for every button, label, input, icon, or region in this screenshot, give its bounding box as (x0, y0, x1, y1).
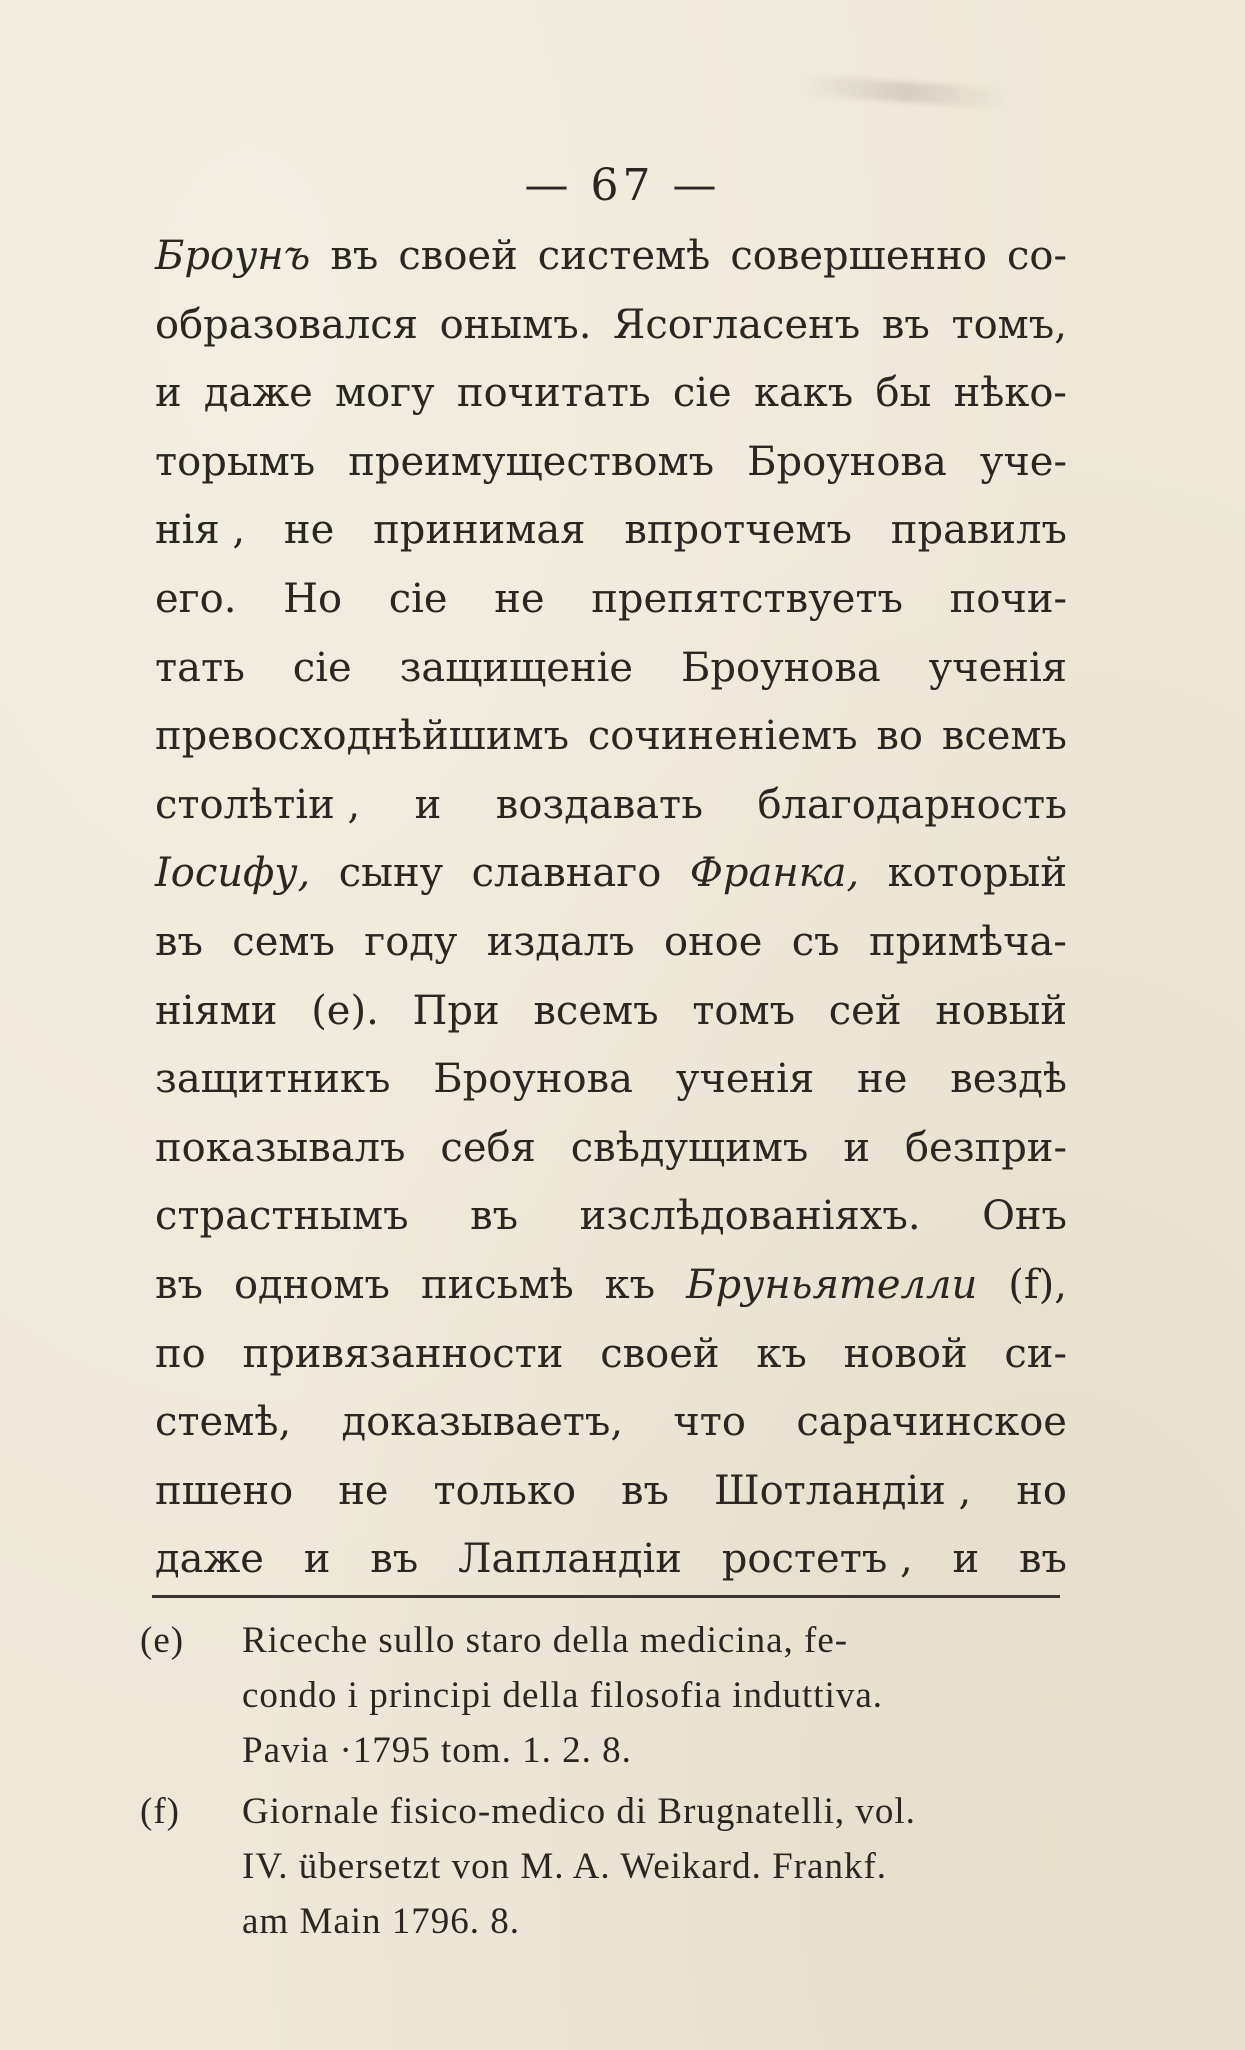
body-word: доказываетъ, (341, 1399, 624, 1446)
body-word: письмѣ (420, 1261, 574, 1308)
body-line (155, 977, 1067, 1046)
body-word: всемъ (533, 987, 659, 1034)
body-word: Лапландіи (458, 1536, 682, 1583)
body-word: въ (1019, 1536, 1067, 1583)
body-word: сарачинское (796, 1399, 1067, 1446)
body-word: почи- (949, 575, 1067, 622)
body-word: и (155, 370, 182, 417)
body-word: сей (828, 987, 902, 1034)
body-word: защитникъ (155, 1056, 391, 1103)
footnote-text: condo i principi della filosofia induttiva. (242, 1675, 884, 1716)
body-word: совершенно (730, 233, 987, 279)
footnote-text: Pavia ·1795 tom. 1. 2. 8. (242, 1730, 632, 1771)
body-word: образовался (155, 301, 418, 348)
body-word: преимуществомъ (348, 438, 715, 485)
body-word: себя (440, 1124, 536, 1171)
body-line (155, 1114, 1067, 1183)
body-word: въ (370, 1536, 419, 1583)
body-word: къ (604, 1261, 656, 1308)
body-word: и (843, 1124, 871, 1171)
body-line (155, 1251, 1067, 1320)
body-word: столѣтіи , (155, 781, 361, 828)
body-word: правилъ (890, 507, 1067, 554)
body-word: въ (470, 1193, 519, 1240)
body-line (155, 428, 1067, 497)
body-word: страстнымъ (155, 1193, 409, 1240)
body-word: не (283, 507, 335, 554)
body-word: (е). (311, 987, 379, 1034)
body-word: ученія (928, 644, 1067, 691)
body-word: примѣча- (868, 918, 1067, 965)
body-word: не (857, 1056, 908, 1103)
body-word: ростетъ , (721, 1536, 913, 1583)
body-word: томъ, (951, 301, 1067, 348)
body-word: нія , (155, 507, 246, 554)
body-word: своей (600, 1330, 720, 1377)
body-word: по (155, 1330, 206, 1377)
footnote-line (140, 1668, 1065, 1723)
footnote-text: am Main 1796. 8. (242, 1901, 521, 1942)
body-word: системѣ (537, 233, 711, 279)
body-word: При (412, 987, 500, 1034)
body-word: благодарность (757, 781, 1067, 828)
body-word: въ (881, 301, 930, 348)
body-word: въ (330, 233, 379, 279)
body-word: Бруньятелли (686, 1261, 978, 1308)
body-word: воздавать (495, 781, 703, 828)
footnote-marker: (f) (140, 1791, 180, 1832)
ink-smudge (800, 75, 1011, 110)
body-line (155, 1457, 1067, 1526)
body-word: ученія (675, 1056, 815, 1103)
body-word: который (887, 850, 1067, 897)
footnote-line (140, 1894, 1065, 1949)
body-word: только (433, 1467, 577, 1514)
body-line (155, 1182, 1067, 1251)
footnote-separator (152, 1595, 1060, 1598)
footnote-marker: (e) (140, 1620, 185, 1661)
body-word: всемъ (941, 713, 1067, 760)
body-word: нѣко- (953, 370, 1067, 417)
body-word: томъ (692, 987, 796, 1034)
body-word: въ (155, 918, 203, 965)
body-word: Броунова (680, 644, 881, 691)
body-word: показывалъ (155, 1124, 406, 1171)
body-word: сіе (388, 575, 448, 622)
body-word: и (952, 1536, 980, 1583)
body-word: что (673, 1399, 747, 1446)
footnote-line (140, 1723, 1065, 1778)
body-word: сіе (672, 370, 732, 417)
body-word: Броунъ (155, 233, 311, 279)
body-word: ніями (155, 987, 278, 1034)
body-word: Но (283, 575, 343, 622)
body-word: изслѣдованіяхъ. (579, 1193, 921, 1240)
body-word: впротчемъ (624, 507, 852, 554)
body-word: сочиненіемъ (587, 713, 858, 760)
body-line (155, 839, 1067, 908)
body-word: Онъ (982, 1193, 1067, 1240)
footnotes (140, 1613, 1065, 1949)
body-word: сіе (292, 644, 352, 691)
body-word: во (876, 713, 923, 760)
body-line (155, 634, 1067, 703)
body-word: въ (155, 1261, 203, 1308)
body-word: въ (621, 1467, 669, 1514)
footnote-line (140, 1613, 1065, 1668)
body-line (155, 565, 1067, 634)
body-word: Іосифу, (155, 850, 311, 897)
body-word: и (303, 1536, 331, 1583)
body-word: торымъ (155, 438, 316, 485)
body-word: даже (155, 1536, 264, 1583)
body-word: не (338, 1467, 389, 1514)
body-line (155, 1525, 1067, 1594)
body-word: могу (335, 370, 435, 417)
body-line (155, 1045, 1067, 1114)
body-word: уче- (979, 438, 1067, 485)
body-word: славнаго (471, 850, 662, 897)
body-word: безпри- (904, 1124, 1067, 1171)
body-word: сыну (338, 850, 444, 897)
page-number: — 67 — (524, 160, 721, 211)
body-word: защищеніе (399, 644, 634, 691)
body-line (155, 291, 1067, 360)
body-word: бы (875, 370, 932, 417)
body-word: препятствуетъ (591, 575, 903, 622)
body-word: одномъ (233, 1261, 390, 1308)
body-word: Броунова (747, 438, 947, 485)
body-word: си- (1004, 1330, 1067, 1377)
footnote-text: IV. übersetzt von M. A. Weikard. Frankf. (242, 1846, 888, 1887)
body-word: и (414, 781, 442, 828)
body-word: почитать (456, 370, 651, 417)
body-word: новой (843, 1330, 968, 1377)
footnote-line (140, 1784, 1065, 1839)
body-word: Франка, (689, 850, 860, 897)
body-word: издалъ (486, 918, 635, 965)
body-word: не (494, 575, 545, 622)
body-word: привязанности (242, 1330, 564, 1377)
body-word: превосходнѣйшимъ (155, 713, 570, 760)
footnote-line (140, 1839, 1065, 1894)
body-word: оное (663, 918, 763, 965)
body-word: онымъ. (439, 301, 592, 348)
body-word: новый (935, 987, 1067, 1034)
body-word: свѣдущимъ (570, 1124, 809, 1171)
body-word: Ясогласенъ (613, 301, 861, 348)
body-word: Броунова (433, 1056, 633, 1103)
body-word: тать (155, 644, 245, 691)
body-word: (f), (1008, 1261, 1067, 1308)
body-word: семъ (232, 918, 335, 965)
footnote-text: Riceche sullo staro della medicina, fe- (242, 1620, 849, 1661)
body-line (155, 359, 1067, 428)
body-word: какъ (753, 370, 854, 417)
body-word: его. (155, 575, 237, 622)
body-word: къ (756, 1330, 807, 1377)
body-word: со- (1006, 233, 1067, 279)
body-line (155, 908, 1067, 977)
body-word: но (1016, 1467, 1067, 1514)
body-word: даже (203, 370, 313, 417)
body-word: стемѣ, (155, 1399, 292, 1446)
body-word: пшено (155, 1467, 294, 1514)
body-word: съ (791, 918, 840, 965)
body-word: вездѣ (950, 1056, 1067, 1103)
body-line (155, 702, 1067, 771)
body-word: году (364, 918, 458, 965)
body-word: принимая (373, 507, 586, 554)
body-line (155, 771, 1067, 840)
body-word: своей (398, 233, 518, 279)
footnote-text: Giornale fisico-medico di Brugnatelli, vol. (242, 1791, 916, 1832)
body-line (155, 1320, 1067, 1389)
body-line (155, 496, 1067, 565)
body-text (155, 222, 1067, 1594)
body-line (155, 222, 1067, 291)
body-line (155, 1388, 1067, 1457)
body-word: Шотландіи , (713, 1467, 972, 1514)
